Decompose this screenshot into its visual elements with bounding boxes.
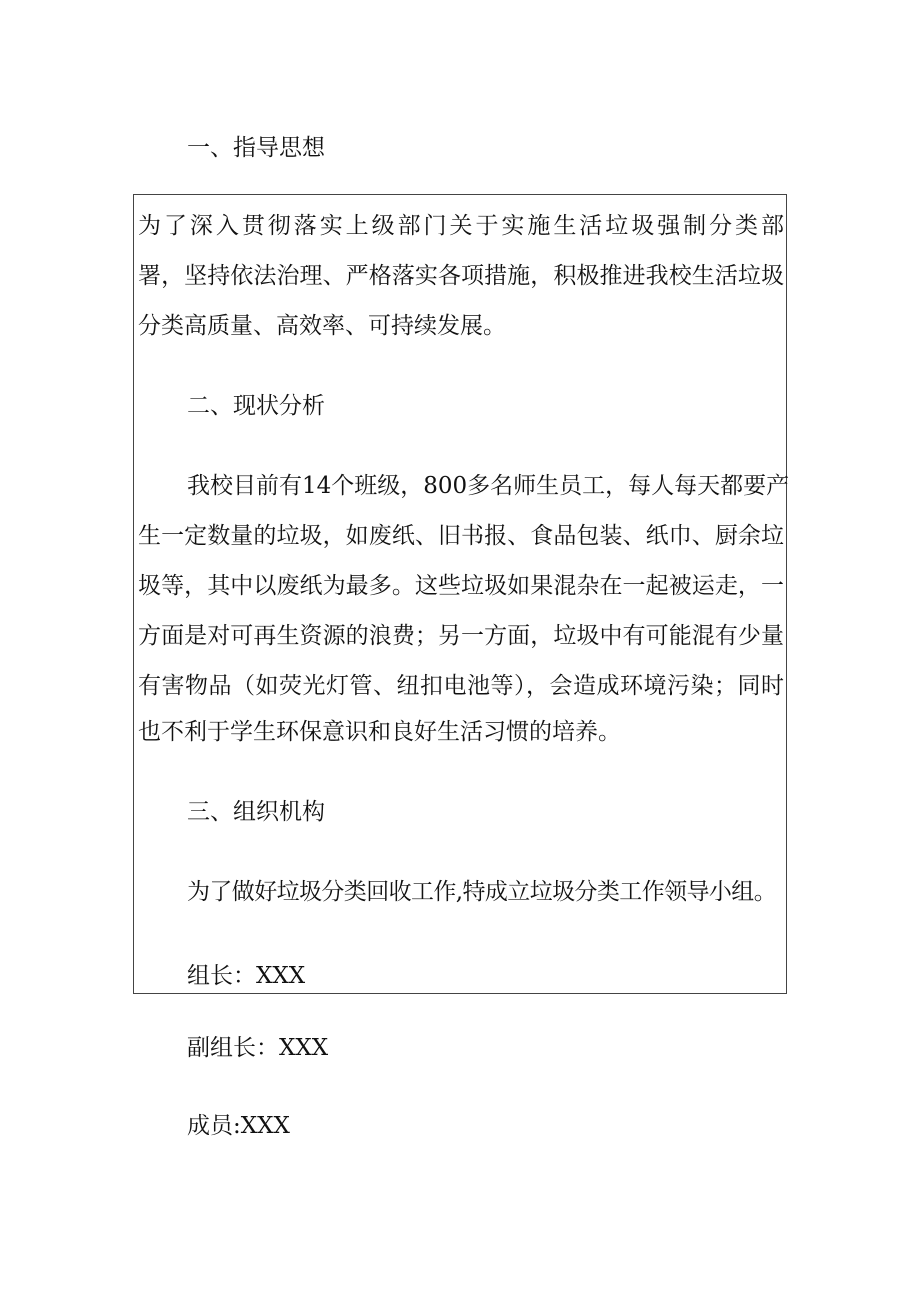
paragraph-line: 方面是对可再生资源的浪费；另一方面，垃圾中有可能混有少量 bbox=[138, 623, 784, 649]
paragraph-line: 生一定数量的垃圾，如废纸、旧书报、食品包装、纸巾、厨余垃 bbox=[138, 523, 784, 549]
deputy-group-leader: 副组长：XXX bbox=[187, 1035, 329, 1061]
paragraph-line: 署，坚持依法治理、严格落实各项措施，积极推进我校生活垃圾 bbox=[138, 263, 784, 289]
group-members: 成员:XXX bbox=[187, 1113, 290, 1139]
paragraph-line: 圾等，其中以废纸为最多。这些垃圾如果混杂在一起被运走，一 bbox=[138, 573, 784, 599]
paragraph-line: 分类高质量、高效率、可持续发展。 bbox=[138, 313, 506, 339]
section-heading-analysis: 二、现状分析 bbox=[187, 393, 325, 419]
section-heading-guiding: 一、指导思想 bbox=[187, 135, 325, 161]
organization-intro: 为了做好垃圾分类回收工作,特成立垃圾分类工作领导小组。 bbox=[187, 879, 777, 905]
paragraph-line: 有害物品（如荧光灯管、纽扣电池等），会造成环境污染；同时 bbox=[138, 673, 784, 699]
paragraph-line: 也不利于学生环保意识和良好生活习惯的培养。 bbox=[138, 719, 621, 745]
section-heading-organization: 三、组织机构 bbox=[187, 799, 325, 825]
paragraph-line: 我校目前有14个班级，800多名师生员工，每人每天都要产 bbox=[187, 473, 790, 499]
group-leader: 组长：XXX bbox=[187, 963, 306, 989]
paragraph-line: 为了深入贯彻落实上级部门关于实施生活垃圾强制分类部 bbox=[138, 213, 784, 239]
